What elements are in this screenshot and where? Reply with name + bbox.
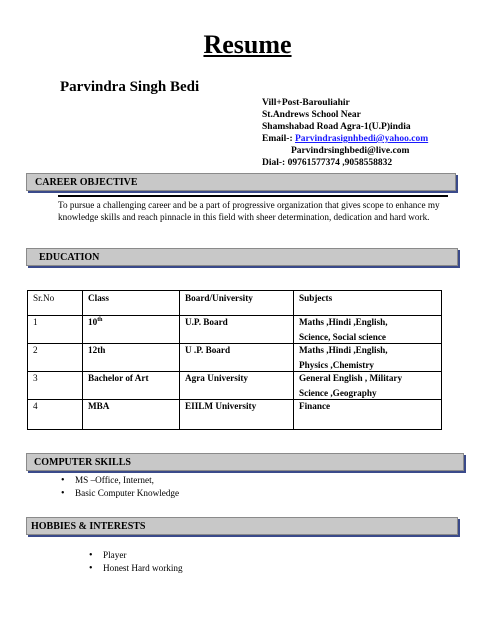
subjects-cell: Maths ,Hindi ,English, Science, Social science	[294, 316, 442, 344]
column-header: Sr.No	[28, 291, 83, 316]
section-heading-career: CAREER OBJECTIVE	[26, 173, 456, 191]
subjects-cell: Finance	[294, 400, 442, 430]
list-item: • Basic Computer Knowledge	[61, 487, 179, 500]
email-link[interactable]: Parvindrasignhbedi@yahoo.com	[294, 134, 429, 144]
table-row	[28, 372, 442, 400]
computer-skills-list	[61, 474, 179, 500]
board-cell: U.P. Board	[180, 316, 294, 344]
table-row	[28, 400, 442, 430]
class-cell: 10th	[83, 316, 180, 344]
sr-no-cell: 1	[28, 316, 83, 344]
column-header: Subjects	[294, 291, 442, 316]
section-heading-education: EDUCATION	[26, 248, 458, 266]
email-line	[262, 133, 428, 145]
career-objective-text: To pursue a challenging career and be a part of progressive organization that gives scope to enhance my knowledge skills and reach pinnacle in this field with sheer determination, dedication and hard work.	[58, 200, 440, 222]
sr-no-cell: 2	[28, 344, 83, 372]
class-cell: Bachelor of Art	[83, 372, 180, 400]
sr-no-cell: 4	[28, 400, 83, 430]
candidate-name: Parvindra Singh Bedi	[60, 79, 200, 95]
table-row	[28, 316, 442, 344]
education-table	[27, 290, 442, 430]
table-header-row	[28, 291, 442, 316]
board-cell: EIILM University	[180, 400, 294, 430]
contact-block	[262, 97, 428, 169]
section-heading-hobbies: HOBBIES & INTERESTS	[26, 517, 458, 535]
email-secondary: Parvindrsinghbedi@live.com	[291, 146, 410, 156]
subjects-cell: Maths ,Hindi ,English, Physics ,Chemistry	[294, 344, 442, 372]
section-heading-computer-skills: COMPUTER SKILLS	[26, 453, 464, 471]
column-header: Board/University	[180, 291, 294, 316]
resume-title: Resume	[203, 30, 292, 59]
list-item: • MS –Office, Internet,	[61, 474, 179, 487]
address-line-1: Vill+Post-Barouliahir	[262, 98, 350, 108]
address-line-3: Shamshabad Road Agra-1(U.P)india	[262, 122, 411, 132]
email-label: Email-:	[262, 134, 295, 144]
subjects-cell: General English , Military Science ,Geography	[294, 372, 442, 400]
class-cell: MBA	[83, 400, 180, 430]
list-item: • Honest Hard working	[89, 562, 183, 575]
table-row	[28, 344, 442, 372]
divider	[58, 195, 448, 197]
phone-line: Dial-: 09761577374 ,9058558832	[262, 158, 393, 168]
address-line-2: St.Andrews School Near	[262, 110, 361, 120]
class-cell: 12th	[83, 344, 180, 372]
list-item: • Player	[89, 549, 183, 562]
sr-no-cell: 3	[28, 372, 83, 400]
board-cell: U .P. Board	[180, 344, 294, 372]
hobbies-list	[89, 549, 183, 575]
board-cell: Agra University	[180, 372, 294, 400]
column-header: Class	[83, 291, 180, 316]
